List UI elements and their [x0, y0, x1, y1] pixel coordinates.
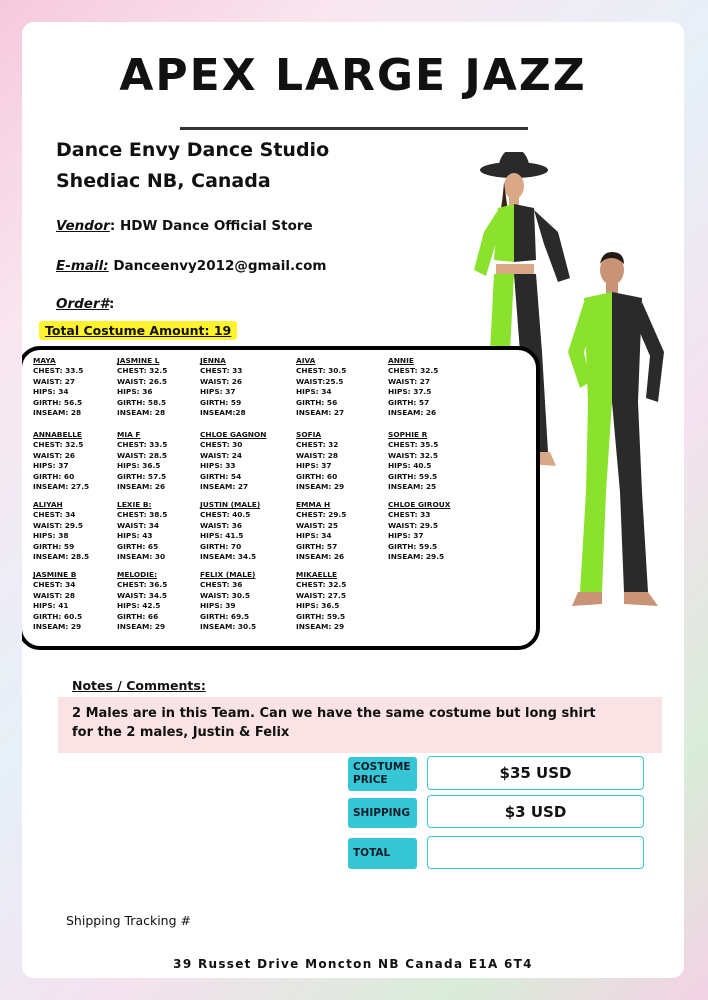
dancer-measurements: [117, 356, 167, 418]
dancer-measurements: [296, 430, 344, 492]
measurement-value: HIPS: 43: [117, 531, 153, 541]
measurement-value: WAIST:25.5: [296, 376, 344, 386]
shipping-label: SHIPPING: [348, 798, 417, 828]
notes-text-line-2: for the 2 males, Justin & Felix: [72, 725, 290, 740]
dancer-measurements: [296, 570, 346, 632]
vendor-label: Vendor: [56, 218, 110, 234]
measurement-value: GIRTH: 54: [200, 471, 242, 481]
dancer-name: JENNA: [200, 356, 226, 365]
dancer-measurements: [296, 500, 346, 562]
measurement-value: WAIST: 26.5: [117, 376, 168, 386]
dancer-name: MIA F: [117, 430, 141, 439]
measurement-value: INSEAM: 27: [296, 408, 345, 418]
measurement-value: CHEST: 32.5: [296, 580, 347, 590]
measurement-value: HIPS: 36: [117, 387, 153, 397]
measurement-value: HIPS: 37: [33, 461, 69, 471]
dancer-name: MAYA: [33, 356, 56, 365]
order-line: [56, 296, 114, 312]
measurement-value: GIRTH: 60.5: [33, 611, 83, 621]
male-dancer-figure: [568, 252, 664, 606]
dancer-measurements: [388, 500, 450, 562]
measurement-value: CHEST: 33.5: [117, 440, 168, 450]
measurement-value: INSEAM:28: [200, 408, 246, 418]
order-label: Order#: [56, 296, 110, 312]
measurement-value: CHEST: 36: [200, 580, 243, 590]
measurement-value: HIPS: 42.5: [117, 601, 161, 611]
measurement-value: INSEAM: 29: [33, 622, 82, 632]
measurement-value: CHEST: 33.5: [33, 366, 84, 376]
total-label: TOTAL: [348, 838, 417, 869]
dancer-measurements: [117, 430, 167, 492]
dancer-measurements: [200, 500, 260, 562]
measurement-value: INSEAM: 26: [296, 552, 345, 562]
shipping-tracking-label: Shipping Tracking #: [66, 913, 191, 928]
measurement-value: CHEST: 30.5: [296, 366, 347, 376]
footer-address: 39 Russet Drive Moncton NB Canada E1A 6T4: [173, 957, 533, 971]
measurement-value: GIRTH: 59.5: [388, 471, 438, 481]
measurement-value: INSEAM: 26: [388, 408, 437, 418]
dancer-measurements: [200, 570, 256, 632]
dancer-measurements: [33, 500, 89, 562]
measurement-value: INSEAM: 29: [296, 622, 345, 632]
dancer-measurements: [296, 356, 346, 418]
measurement-value: HIPS: 34: [33, 387, 69, 397]
measurement-value: CHEST: 33: [200, 366, 243, 376]
dancer-name: LEXIE B:: [117, 500, 152, 509]
measurement-value: HIPS: 33: [200, 461, 236, 471]
measurement-value: GIRTH: 65: [117, 541, 159, 551]
measurement-value: INSEAM: 29.5: [388, 552, 445, 562]
measurement-value: HIPS: 40.5: [388, 461, 432, 471]
measurement-value: WAIST: 29.5: [388, 520, 439, 530]
measurement-value: CHEST: 32.5: [117, 366, 168, 376]
dancer-name: JUSTIN (MALE): [200, 500, 261, 509]
measurement-value: HIPS: 34: [296, 387, 332, 397]
dancer-name: MELODIE:: [117, 570, 158, 579]
dancer-measurements: [33, 570, 82, 632]
studio-info: [56, 135, 329, 197]
measurement-value: CHEST: 34: [33, 580, 76, 590]
measurement-value: INSEAM: 26: [117, 482, 166, 492]
measurement-value: GIRTH: 66: [117, 611, 159, 621]
measurement-value: CHEST: 36.5: [117, 580, 168, 590]
measurement-value: GIRTH: 59: [200, 397, 242, 407]
measurements-panel: [22, 346, 540, 650]
measurement-value: HIPS: 38: [33, 531, 69, 541]
measurement-value: GIRTH: 60: [296, 471, 338, 481]
measurement-value: CHEST: 38.5: [117, 510, 168, 520]
studio-location: Shediac NB, Canada: [56, 170, 271, 192]
costume-price-value: $35 USD: [427, 756, 644, 790]
total-value-field[interactable]: [427, 836, 644, 869]
dancer-name: ALIYAH: [33, 500, 63, 509]
title-divider: [180, 127, 528, 130]
measurement-value: WAIST: 32.5: [388, 450, 439, 460]
vendor-line: [56, 218, 313, 234]
email-label: E-mail:: [56, 258, 109, 274]
measurement-value: WAIST: 29.5: [33, 520, 84, 530]
measurement-value: WAIST: 28: [296, 450, 339, 460]
measurement-value: INSEAM: 27: [200, 482, 249, 492]
measurement-value: GIRTH: 56.5: [33, 397, 83, 407]
dancer-name: CHLOE GAGNON: [200, 430, 267, 439]
measurement-value: GIRTH: 70: [200, 541, 242, 551]
measurement-value: HIPS: 37: [200, 387, 236, 397]
notes-box: [58, 697, 662, 753]
measurement-value: HIPS: 36.5: [117, 461, 161, 471]
vendor-value: : HDW Dance Official Store: [109, 218, 313, 234]
measurement-value: INSEAM: 34.5: [200, 552, 257, 562]
measurement-value: CHEST: 29.5: [296, 510, 347, 520]
measurement-value: CHEST: 32.5: [388, 366, 439, 376]
measurement-value: GIRTH: 60: [33, 471, 75, 481]
measurement-value: HIPS: 37.5: [388, 387, 432, 397]
order-form-card: [22, 22, 684, 978]
email-value: Danceenvy2012@gmail.com: [108, 258, 327, 274]
measurement-value: WAIST: 34.5: [117, 590, 168, 600]
dancer-name: ANNABELLE: [33, 430, 82, 439]
dancer-name: SOPHIE R: [388, 430, 428, 439]
dancer-measurements: [200, 430, 266, 492]
measurement-value: HIPS: 36.5: [296, 601, 340, 611]
measurement-value: INSEAM: 28.5: [33, 552, 90, 562]
measurement-value: GIRTH: 57.5: [117, 471, 167, 481]
dancer-name: CHLOE GIROUX: [388, 500, 451, 509]
measurement-value: INSEAM: 28: [33, 408, 82, 418]
dancer-name: EMMA H: [296, 500, 331, 509]
measurement-value: CHEST: 30: [200, 440, 243, 450]
dancer-measurements: [117, 570, 167, 632]
measurement-value: WAIST: 27: [33, 376, 76, 386]
measurement-value: HIPS: 37: [296, 461, 332, 471]
dancer-name: FELIX (MALE): [200, 570, 256, 579]
measurement-value: WAIST: 34: [117, 520, 160, 530]
measurement-value: GIRTH: 57: [388, 397, 430, 407]
measurement-value: INSEAM: 29: [296, 482, 345, 492]
dancer-measurements: [117, 500, 167, 562]
measurement-value: HIPS: 39: [200, 601, 236, 611]
dancer-name: ANNIE: [388, 356, 414, 365]
dancer-name: SOFIA: [296, 430, 322, 439]
dancer-name: JASMINE B: [33, 570, 77, 579]
measurement-value: CHEST: 35.5: [388, 440, 439, 450]
dancer-measurements: [33, 356, 83, 418]
measurement-value: CHEST: 33: [388, 510, 431, 520]
measurement-value: GIRTH: 57: [296, 541, 338, 551]
measurement-value: WAIST: 28: [33, 590, 76, 600]
studio-name: Dance Envy Dance Studio: [56, 139, 330, 161]
measurement-value: GIRTH: 59.5: [388, 541, 438, 551]
measurement-value: WAIST: 25: [296, 520, 339, 530]
measurement-value: HIPS: 41: [33, 601, 69, 611]
dancer-measurements: [33, 430, 89, 492]
notes-label: Notes / Comments:: [72, 678, 206, 693]
measurement-value: CHEST: 34: [33, 510, 76, 520]
costume-price-label: COSTUME PRICE: [348, 757, 417, 791]
dancer-measurements: [388, 430, 438, 492]
measurement-value: WAIST: 24: [200, 450, 243, 460]
measurement-value: INSEAM: 27.5: [33, 482, 90, 492]
notes-text-line-1: 2 Males are in this Team. Can we have the same costume but long shirt: [72, 706, 596, 721]
measurement-value: WAIST: 27.5: [296, 590, 347, 600]
measurement-value: INSEAM: 28: [117, 408, 166, 418]
measurement-value: HIPS: 41.5: [200, 531, 244, 541]
measurement-value: WAIST: 26: [200, 376, 243, 386]
dancer-measurements: [388, 356, 438, 418]
shipping-value: $3 USD: [427, 795, 644, 828]
measurement-value: WAIST: 36: [200, 520, 243, 530]
measurement-value: WAIST: 26: [33, 450, 76, 460]
email-line: [56, 258, 326, 274]
dancer-measurements: [200, 356, 246, 418]
measurement-value: CHEST: 40.5: [200, 510, 251, 520]
dancer-name: AIVA: [296, 356, 316, 365]
measurement-value: GIRTH: 59: [33, 541, 75, 551]
measurement-value: HIPS: 37: [388, 531, 424, 541]
measurement-value: INSEAM: 30.5: [200, 622, 257, 632]
measurement-value: WAIST: 27: [388, 376, 431, 386]
measurement-value: CHEST: 32.5: [33, 440, 84, 450]
measurement-value: WAIST: 30.5: [200, 590, 251, 600]
measurement-value: WAIST: 28.5: [117, 450, 168, 460]
measurement-value: INSEAM: 29: [117, 622, 166, 632]
measurement-value: GIRTH: 69.5: [200, 611, 250, 621]
measurement-value: GIRTH: 59.5: [296, 611, 346, 621]
dancer-name: MIKAELLE: [296, 570, 338, 579]
order-value: :: [109, 296, 115, 312]
measurement-value: INSEAM: 25: [388, 482, 437, 492]
measurement-value: GIRTH: 58.5: [117, 397, 167, 407]
total-costume-amount: Total Costume Amount: 19: [39, 321, 237, 340]
measurement-value: CHEST: 32: [296, 440, 339, 450]
measurement-value: HIPS: 34: [296, 531, 332, 541]
measurement-value: INSEAM: 30: [117, 552, 166, 562]
page-title: APEX LARGE JAZZ: [119, 50, 587, 101]
measurement-value: GIRTH: 56: [296, 397, 338, 407]
dancer-name: JASMINE L: [117, 356, 160, 365]
